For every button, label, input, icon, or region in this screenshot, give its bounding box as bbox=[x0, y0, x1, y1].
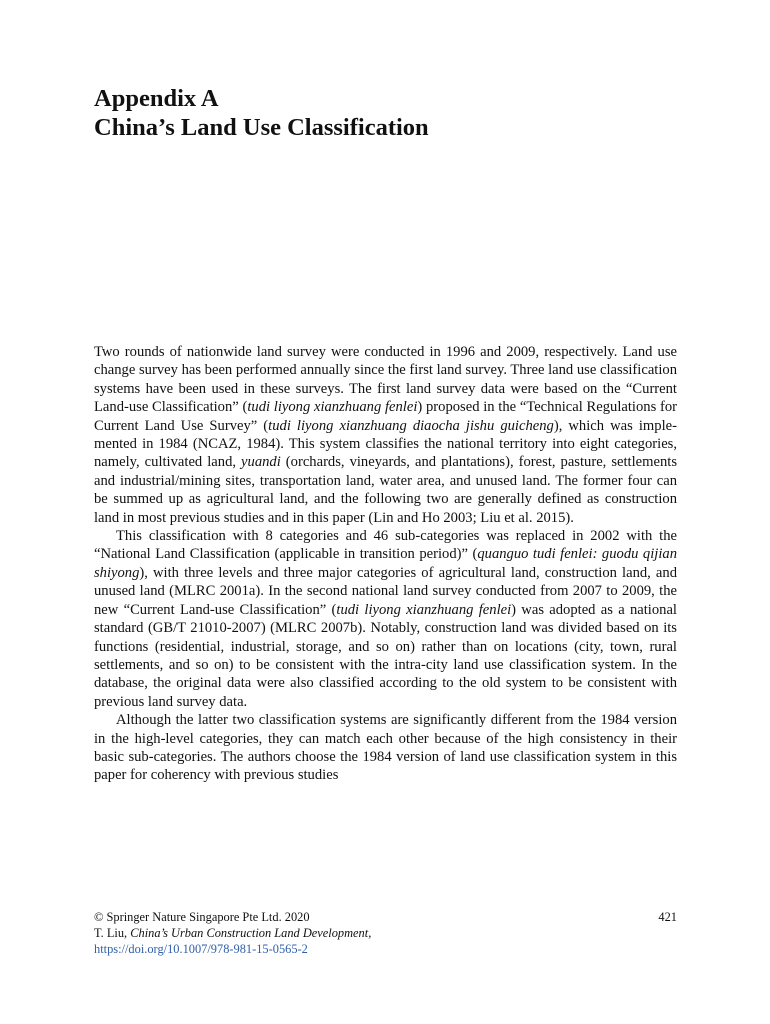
italic-term: tudi liyong xianzhuang fenlei bbox=[336, 601, 512, 618]
copyright-notice: © Springer Nature Singapore Pte Ltd. 2020 bbox=[94, 910, 310, 924]
italic-term: quanguo tudi fenlei: guodu qijian shiyong bbox=[94, 546, 677, 581]
italic-term: yuandi bbox=[241, 454, 281, 471]
page-title bbox=[94, 84, 429, 142]
author-name: T. Liu, bbox=[94, 926, 131, 941]
text-run: Although the latter two classification systems are significantly different from the 1984 version in the high-level categories, they can match each other because of the high consistency in their basic sub-categories. The authors choose the 1984 version of land use classification system in this paper for coherency with previous studies bbox=[94, 712, 677, 784]
text-run: ), which was implemented in 1984 (NCAZ, 1984). This system classifies the national territory into eight categories, namely, cultivated land, bbox=[94, 417, 677, 471]
chapter-title: China’s Land Use Classification bbox=[94, 114, 429, 141]
book-title: China’s Urban Construction Land Development bbox=[130, 926, 369, 941]
paragraph-1 bbox=[94, 343, 677, 527]
doi-link[interactable]: https://doi.org/10.1007/978-981-15-0565-2 bbox=[94, 942, 308, 957]
page-footer bbox=[94, 909, 677, 958]
text-run: This classification with 8 categories and 46 sub-categories was replaced in 2002 with the “National Land Classification (applicable in transition period)” ( bbox=[94, 528, 677, 563]
text-run: (orchards, vineyards, and plantations), forest, pasture, settlements and industrial/mining sites, transportation land, water area, and unused land. The former four can be summed up as agricultural land, and the following two are generally defined as construction land in most previous studies and in this paper (Lin and Ho 2003; Liu et al. 2015). bbox=[94, 454, 678, 526]
paragraph-3 bbox=[94, 711, 677, 785]
page-number: 421 bbox=[658, 910, 677, 924]
text-run: ), with three levels and three major categories of agricultural land, construction land, and unused land (MLRC 2001a). In the second national land survey conducted from 2007 to 2009, the new “Current Land-use Classification” ( bbox=[94, 564, 677, 618]
body-text bbox=[94, 343, 677, 785]
text-run: ) was adopted as a national standard (GB/T 21010-2007) (MLRC 2007b). Notably, construction land was divided based on its functions (residential, industrial, storage, and so on) rather than on locations (city, town, rural settlements, and so on) to be consistent with the intra-city land use classification system. In the database, the original data were also classified according to the old system to be consistent with previous land survey data. bbox=[94, 601, 677, 710]
citation-comma: , bbox=[368, 926, 372, 941]
text-run: ) proposed in the “Technical Regulations for Current Land Use Survey” ( bbox=[94, 399, 678, 434]
citation-line bbox=[94, 925, 677, 941]
text-run: Two rounds of nationwide land survey were conducted in 1996 and 2009, respectively. Land use change survey has been performed annually since the first land survey. Three land use classification systems have been used in these surveys. The first land survey data were based on the “Current Land-use Classification” ( bbox=[94, 344, 677, 416]
paragraph-2 bbox=[94, 527, 677, 711]
italic-term: tudi liyong xianzhuang fenlei bbox=[247, 399, 418, 416]
italic-term: tudi liyong xianzhuang diaocha jishu guicheng bbox=[268, 417, 554, 434]
appendix-label: Appendix A bbox=[94, 85, 219, 112]
